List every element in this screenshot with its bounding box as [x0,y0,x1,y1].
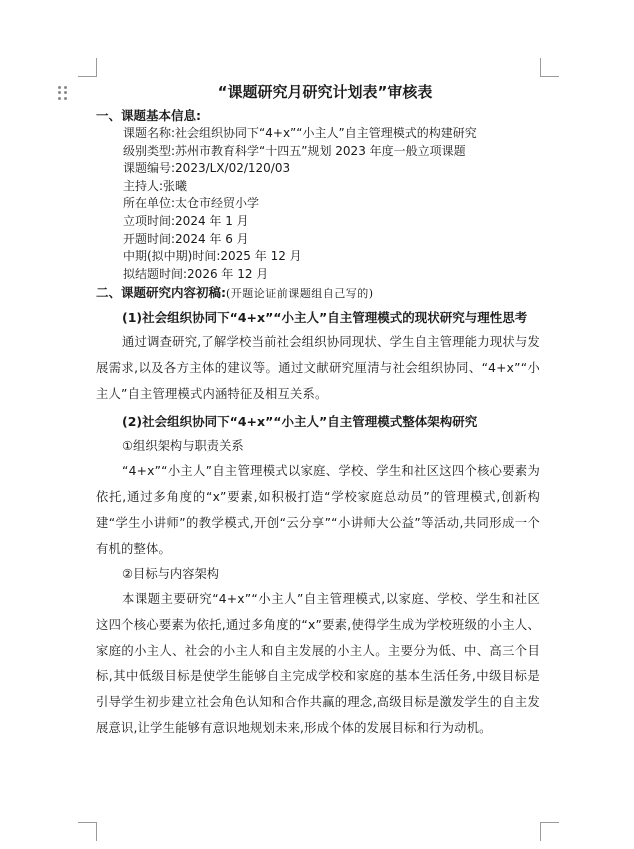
info-opening-date: 开题时间:2024 年 6 月 [123,231,249,246]
info-project-number: 课题编号:2023/LX/02/120/03 [123,161,291,176]
part2-item2-heading: ②目标与内容架构 [122,567,220,582]
part2-item1-body: “4+x”“小主人”自主管理模式以家庭、学校、学生和社区这四个核心要素为依托,通过多角度的“x”要素,如积极打造“学校家庭总动员”的管理模式,创新构建“学生小讲师”的教学模式,开创“云分享”“小讲师大公益”等活动,共同形成一个有机的整体。 [96,464,540,556]
table-move-handle-icon[interactable] [58,86,70,100]
info-project-name: 课题名称:社会组织协同下“4+x”“小主人”自主管理模式的构建研究 [123,126,477,140]
part2-heading: (2)社会组织协同下“4+x”“小主人”自主管理模式整体架构研究 [122,414,478,430]
info-conclusion-date: 拟结题时间:2026 年 12 月 [123,266,269,281]
info-level-type: 级别类型:苏州市教育科学“十四五”规划 2023 年度一般立项课题 [123,143,466,158]
info-midterm-date: 中期(拟中期)时间:2025 年 12 月 [123,249,302,264]
page-corner-mark-bottom-left [78,822,97,841]
page-corner-mark-bottom-right [540,822,559,841]
section-heading-note: (开题论证前课题组自己写的) [226,287,374,301]
document-title: “课题研究月研究计划表”审核表 [217,83,433,101]
section-heading-research-content [96,283,540,303]
page-corner-mark-top-left [78,58,97,77]
info-approval-date: 立项时间:2024 年 1 月 [123,213,249,228]
page-corner-mark-top-right [540,58,559,77]
part1-heading: (1)社会组织协同下“4+x”“小主人”自主管理模式的现状研究与理性思考 [122,310,528,326]
part2-item1-heading: ①组织架构与职责关系 [122,439,244,454]
section-heading-basic-info: 一、课题基本信息: [96,108,201,123]
info-host: 主持人:张曦 [123,178,188,193]
info-unit: 所在单位:太仓市经贸小学 [123,196,260,211]
part1-body: 通过调查研究,了解学校当前社会组织协同现状、学生自主管理能力现状与发展需求,以及各方主体的建议等。通过文献研究厘清与社会组织协同、“4+x”“小主人”自主管理模式内涵特征及相互关系。 [96,335,540,401]
document-page [96,80,540,741]
section-heading-text: 二、课题研究内容初稿: [96,285,226,301]
part2-item2-body: 本课题主要研究“4+x”“小主人”自主管理模式,以家庭、学校、学生和社区这四个核心要素为依托,通过多角度的“x”要素,使得学生成为学校班级的小主人、家庭的小主人、社会的小主人和自主发展的小主人。主要分为低、中、高三个目标,其中低级目标是使学生能够自主完成学校和家庭的基本生活任务,中级目标是引导学生初步建立社会角色认知和合作共赢的理念,高级目标是激发学生的自主发展意识,让学生能够有意识地规划未来,形成个体的发展目标和行为动机。 [96,592,540,735]
